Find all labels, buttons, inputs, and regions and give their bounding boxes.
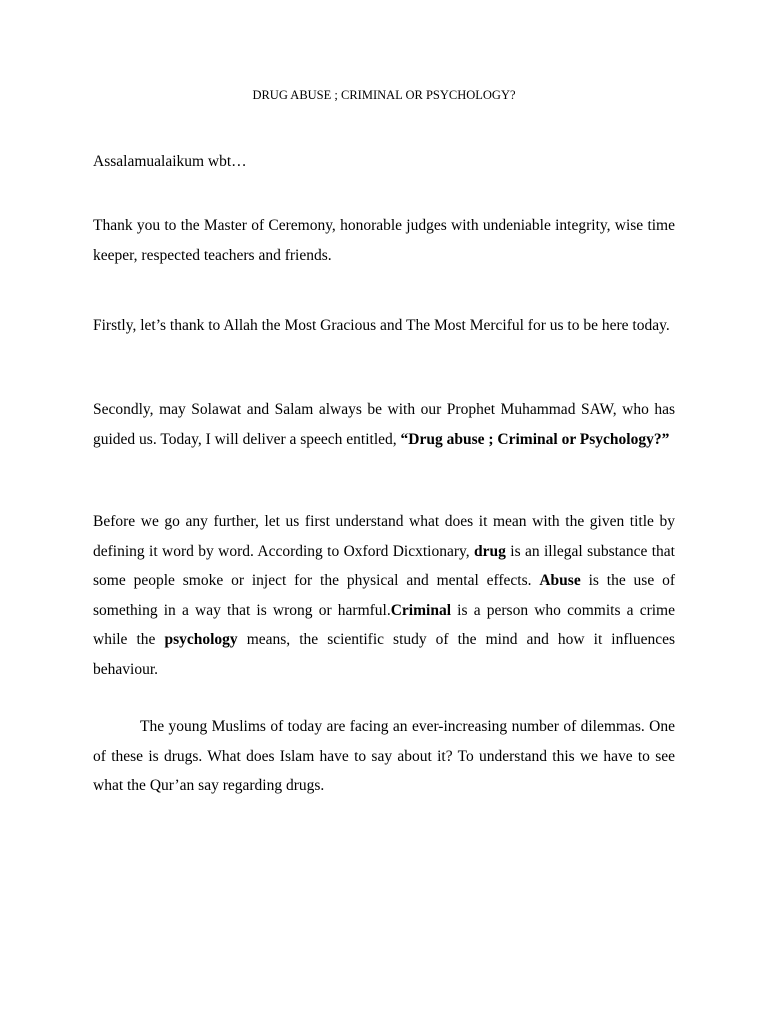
term-psychology: psychology	[164, 631, 238, 648]
term-criminal: Criminal	[390, 601, 452, 619]
definition-abuse: is the use of something in a way that is wrong or harmful.	[93, 572, 675, 619]
paragraph-young-muslims: The young Muslims of today are facing an ever-increasing number of dilemmas. One of these is drugs. What does Islam have to say about it? To understand this we have to see what the Qur’an say regarding drugs.	[93, 718, 675, 794]
paragraph-definitions	[93, 507, 675, 684]
term-abuse: Abuse	[539, 572, 581, 589]
paragraph-thanks: Thank you to the Master of Ceremony, honorable judges with undeniable integrity, wise time keeper, respected teachers and friends.	[93, 217, 675, 264]
definition-drug: is an illegal substance that some people smoke or inject for the physical and mental effects.	[93, 542, 675, 589]
paragraph-firstly: Firstly, let’s thank to Allah the Most Gracious and The Most Merciful for us to be here today.	[93, 317, 670, 334]
term-drug: drug	[474, 542, 506, 560]
greeting: Assalamualaikum wbt…	[93, 153, 247, 170]
paragraph-secondly	[93, 395, 675, 454]
secondly-text: Secondly, may Solawat and Salam always be with our Prophet Muhammad SAW, who has guided us. Today, I will deliver a speech entitled,	[93, 401, 675, 448]
definitions-intro: Before we go any further, let us first understand what does it mean with the given title by defining it word by word. According to Oxford Dicxtionary,	[93, 513, 675, 560]
definition-criminal: is a person who commits a crime while the	[93, 601, 675, 648]
speech-title: “Drug abuse ; Criminal or Psychology?”	[400, 430, 670, 448]
document-title: DRUG ABUSE ; CRIMINAL OR PSYCHOLOGY?	[252, 88, 516, 102]
definition-psychology: means, the scientific study of the mind and how it influences behaviour.	[93, 631, 675, 678]
